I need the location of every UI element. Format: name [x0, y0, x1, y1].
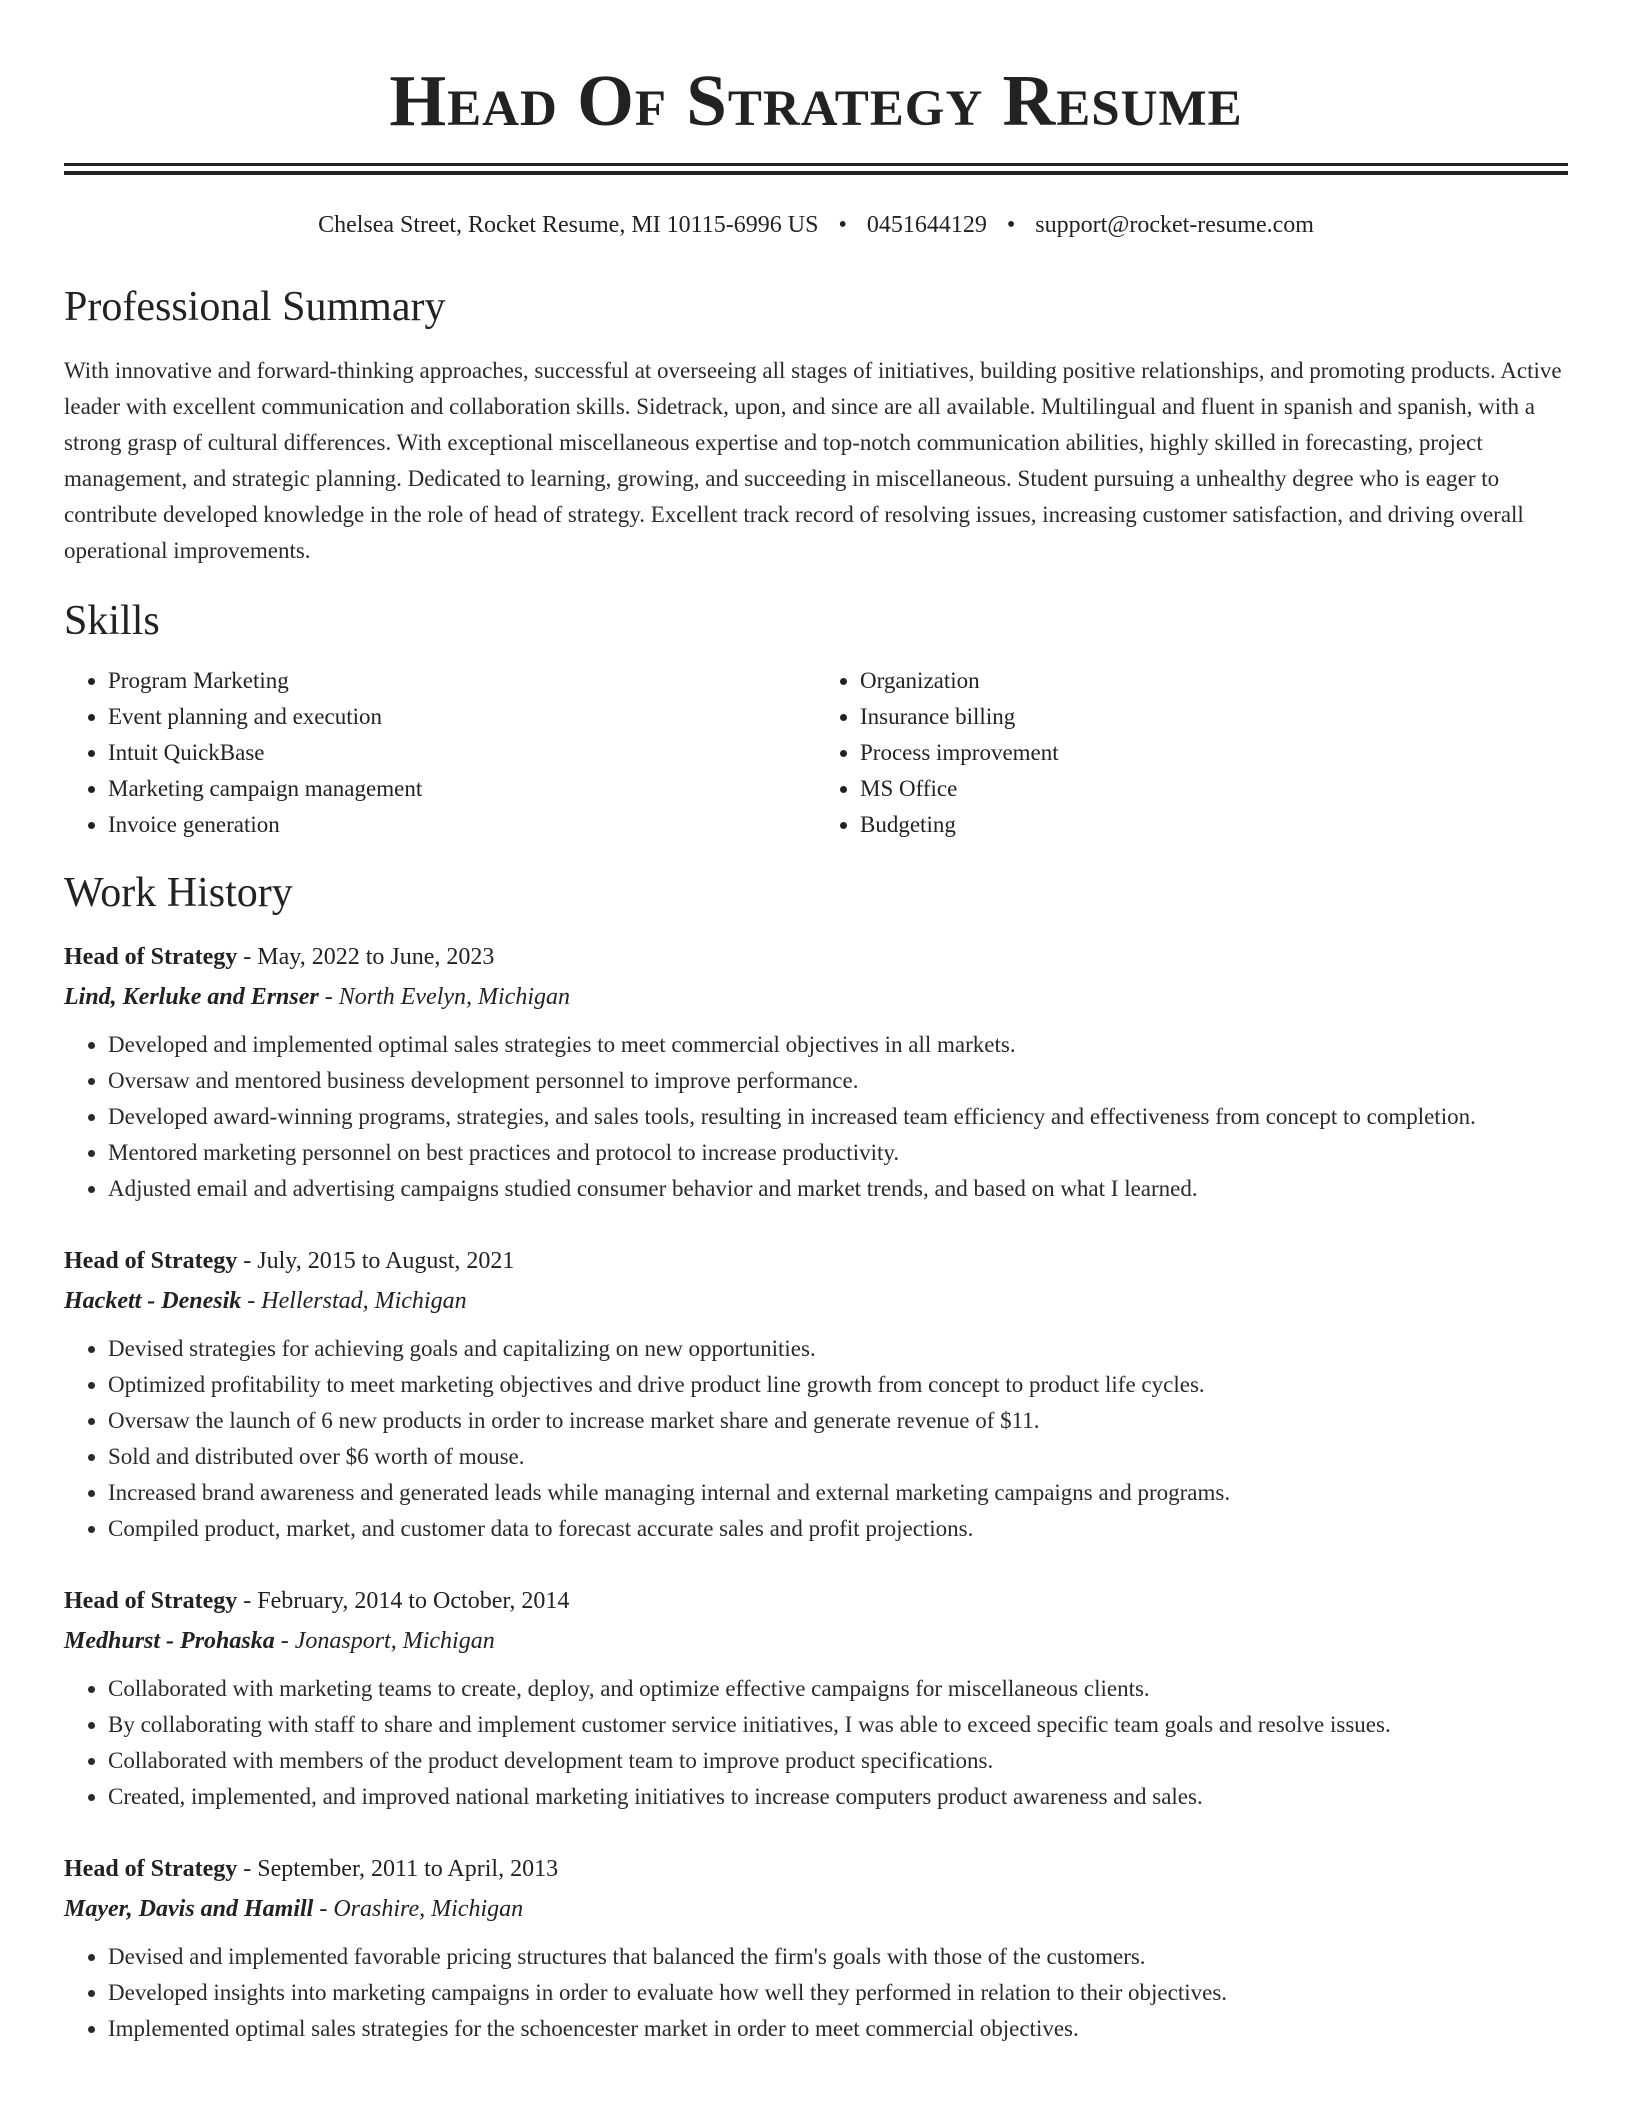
job-bullets	[64, 1671, 1568, 1815]
skills-column-right	[816, 663, 1568, 843]
skills-list	[64, 663, 1568, 843]
summary-heading: Professional Summary	[64, 284, 446, 330]
job-bullet: • Collaborated with members of the product development team to improve product specifications.	[108, 1743, 1568, 1779]
contact-line	[64, 209, 1568, 241]
job-dash: -	[237, 1248, 258, 1274]
job-bullet: • Collaborated with marketing teams to create, deploy, and optimize effective campaigns for miscellaneous clients.	[108, 1671, 1568, 1707]
skill-item: • Budgeting	[860, 807, 1568, 843]
job-location: Orashire, Michigan	[333, 1896, 524, 1922]
skill-item: • Program Marketing	[108, 663, 816, 699]
contact-separator: •	[1006, 212, 1016, 238]
job-bullet: • Adjusted email and advertising campaigns studied consumer behavior and market trends, and based on what I learned.	[108, 1171, 1568, 1207]
job-dates: September, 2011 to April, 2013	[257, 1856, 559, 1882]
job-bullets	[64, 1939, 1568, 2047]
skill-item: • MS Office	[860, 771, 1568, 807]
job-header	[64, 1241, 1568, 1281]
job-company-line	[64, 1281, 1568, 1321]
job-dates: July, 2015 to August, 2021	[257, 1248, 515, 1274]
document-title: Head Of Strategy Resume	[389, 60, 1243, 141]
job-location: North Evelyn, Michigan	[338, 984, 570, 1010]
job-bullet: • Compiled product, market, and customer data to forecast accurate sales and profit projections.	[108, 1511, 1568, 1547]
job-title: Head of Strategy	[64, 1588, 238, 1614]
summary-text: With innovative and forward-thinking approaches, successful at overseeing all stages of initiatives, building positive relationships, and promoting products. Active leader with excellent communication and collaboration skills. Sidetrack, upon, and since are all available. Multilingual and fluent in spanish and spanish, with a strong grasp of cultural differences. With exceptional miscellaneous expertise and top-notch communication abilities, highly skilled in forecasting, project management, and strategic planning. Dedicated to learning, growing, and succeeding in miscellaneous. Student pursuing a unhealthy degree who is eager to contribute developed knowledge in the role of head of strategy. Excellent track record of resolving issues, increasing customer satisfaction, and driving overall operational improvements.	[64, 358, 1562, 563]
skill-item: • Insurance billing	[860, 699, 1568, 735]
job-dash: -	[237, 944, 258, 970]
job-dash: -	[318, 984, 339, 1010]
job-bullet: • Mentored marketing personnel on best practices and protocol to increase productivity.	[108, 1135, 1568, 1171]
job-title: Head of Strategy	[64, 1248, 238, 1274]
job-dash: -	[241, 1288, 262, 1314]
job-company: Mayer, Davis and Hamill	[64, 1896, 314, 1922]
job-bullet: • Devised and implemented favorable pricing structures that balanced the firm's goals with those of the customers.	[108, 1939, 1568, 1975]
job-company-line	[64, 977, 1568, 1017]
job-header	[64, 1849, 1568, 1889]
job-bullet: • Oversaw and mentored business development personnel to improve performance.	[108, 1063, 1568, 1099]
job-header	[64, 1581, 1568, 1621]
contact-separator: •	[838, 212, 847, 238]
skill-item: • Marketing campaign management	[108, 771, 816, 807]
job-company-line	[64, 1621, 1568, 1661]
job-bullets	[64, 1027, 1568, 1207]
job-entry	[64, 937, 1568, 1207]
skills-column-left	[64, 663, 816, 843]
job-bullet: • Oversaw the launch of 6 new products in order to increase market share and generate revenue of $11.	[108, 1403, 1568, 1439]
job-company-line	[64, 1889, 1568, 1929]
job-bullet: • Developed award-winning programs, strategies, and sales tools, resulting in increased team efficiency and effectiveness from concept to completion.	[108, 1099, 1568, 1135]
job-bullet: • Increased brand awareness and generated leads while managing internal and external marketing campaigns and programs.	[108, 1475, 1568, 1511]
skill-item: • Intuit QuickBase	[108, 735, 816, 771]
job-location: Jonasport, Michigan	[294, 1628, 495, 1654]
job-title: Head of Strategy	[64, 944, 238, 970]
skill-item: • Invoice generation	[108, 807, 816, 843]
job-entry	[64, 1241, 1568, 1547]
contact-phone: 0451644129	[866, 212, 987, 238]
contact-email: support@rocket-resume.com	[1035, 212, 1314, 238]
job-dash: -	[237, 1588, 258, 1614]
job-bullet: • Developed insights into marketing campaigns in order to evaluate how well they performed in relation to their objectives.	[108, 1975, 1568, 2011]
job-bullet: • By collaborating with staff to share and implement customer service initiatives, I was able to exceed specific team goals and resolve issues.	[108, 1707, 1568, 1743]
job-entry	[64, 1581, 1568, 1815]
job-bullet: • Implemented optimal sales strategies for the schoencester market in order to meet commercial objectives.	[108, 2011, 1568, 2047]
skill-item: • Process improvement	[860, 735, 1568, 771]
job-bullet: • Optimized profitability to meet marketing objectives and drive product line growth from concept to product life cycles.	[108, 1367, 1568, 1403]
job-company: Lind, Kerluke and Ernser	[64, 984, 319, 1010]
job-dash: -	[237, 1856, 258, 1882]
job-dates: February, 2014 to October, 2014	[257, 1588, 570, 1614]
job-company: Hackett - Denesik	[64, 1288, 242, 1314]
job-dash: -	[313, 1896, 334, 1922]
skill-item: • Event planning and execution	[108, 699, 816, 735]
job-bullets	[64, 1331, 1568, 1547]
job-company: Medhurst - Prohaska	[64, 1628, 275, 1654]
job-bullet: • Sold and distributed over $6 worth of mouse.	[108, 1439, 1568, 1475]
job-header	[64, 937, 1568, 977]
title-divider	[64, 163, 1568, 175]
job-location: Hellerstad, Michigan	[261, 1288, 467, 1314]
job-entry	[64, 1849, 1568, 2047]
skills-heading: Skills	[64, 598, 160, 644]
skill-item: • Organization	[860, 663, 1568, 699]
work-history-heading: Work History	[64, 870, 293, 916]
job-dash: -	[274, 1628, 295, 1654]
job-bullet: • Created, implemented, and improved national marketing initiatives to increase computers product awareness and sales.	[108, 1779, 1568, 1815]
job-bullet: • Developed and implemented optimal sales strategies to meet commercial objectives in all markets.	[108, 1027, 1568, 1063]
job-dates: May, 2022 to June, 2023	[257, 944, 495, 970]
job-title: Head of Strategy	[64, 1856, 238, 1882]
job-bullet: • Devised strategies for achieving goals and capitalizing on new opportunities.	[108, 1331, 1568, 1367]
contact-address: Chelsea Street, Rocket Resume, MI 10115-6996 US	[318, 212, 819, 238]
